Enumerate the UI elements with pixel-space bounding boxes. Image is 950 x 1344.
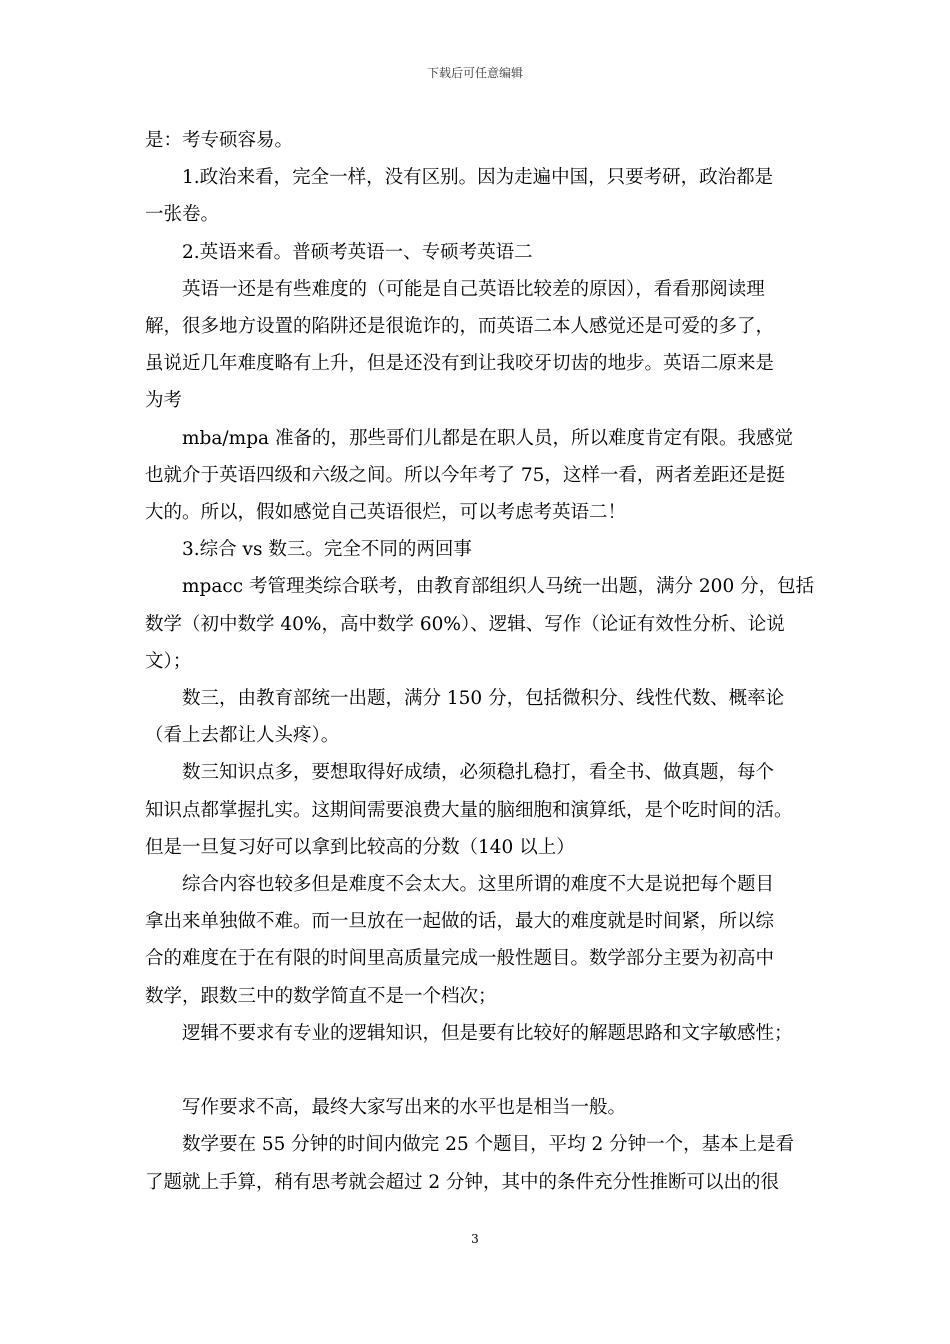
text-line: 了题就上手算，稍有思考就会超过 2 分钟，其中的条件充分性推断可以出的很 <box>145 1171 780 1193</box>
text-line: 合的难度在于在有限的时间里高质量完成一般性题目。数学部分主要为初高中 <box>145 948 775 970</box>
page-number: 3 <box>471 1232 479 1246</box>
text-line: 逻辑不要求有专业的逻辑知识，但是要有比较好的解题思路和文字敏感性； <box>182 1022 793 1044</box>
text-line: 综合内容也较多但是难度不会太大。这里所谓的难度不大是说把每个题目 <box>182 874 775 895</box>
text-line: 数学要在 55 分钟的时间内做完 25 个题目，平均 2 分钟一个，基本上是看 <box>182 1134 795 1156</box>
text-line: 3.综合 vs 数三。完全不同的两回事 <box>182 539 472 561</box>
text-line: （看上去都让人头疼）。 <box>145 725 340 747</box>
text-line: 为考 <box>145 390 183 412</box>
text-line: 虽说近几年难度略有上升，但是还没有到让我咬牙切齿的地步。英语二原来是 <box>145 353 775 375</box>
text-line: 一张卷。 <box>145 204 220 226</box>
text-line: 是：考专硕容易。 <box>145 130 294 151</box>
text-line: 数三，由教育部统一出题，满分 150 分，包括微积分、线性代数、概率论 <box>182 688 785 709</box>
text-line: 文）； <box>145 650 192 672</box>
page-header: 下载后可任意编辑 <box>426 66 523 80</box>
text-line: 大的。所以，假如感觉自己英语很烂，可以考虑考英语二！ <box>145 502 627 523</box>
text-line: 知识点都掌握扎实。这期间需要浪费大量的脑细胞和演算纸，是个吃时间的活。 <box>145 799 793 821</box>
text-line: 解，很多地方设置的陷阱还是很诡诈的，而英语二本人感觉还是可爱的多了， <box>145 316 775 337</box>
text-line: 数学，跟数三中的数学简直不是一个档次； <box>145 985 497 1007</box>
text-line: mba/mpa 准备的，那些哥们儿都是在职人员，所以难度肯定有限。我感觉 <box>182 427 793 449</box>
text-line: 写作要求不高，最终大家写出来的水平也是相当一般。 <box>182 1097 627 1119</box>
text-line: 拿出来单独做不难。而一旦放在一起做的话，最大的难度就是时间紧，所以综 <box>145 911 775 933</box>
text-line: 2.英语来看。普硕考英语一、专硕考英语二 <box>182 241 533 263</box>
text-line: mpacc 考管理类综合联考，由教育部组织人马统一出题，满分 200 分，包括 <box>182 576 815 598</box>
text-line: 也就介于英语四级和六级之间。所以今年考了 75，这样一看，两者差距还是挺 <box>145 464 785 486</box>
text-line: 数三知识点多，要想取得好成绩，必须稳扎稳打，看全书、做真题，每个 <box>182 762 775 784</box>
text-line: 1.政治来看，完全一样，没有区别。因为走遍中国，只要考研，政治都是 <box>182 167 774 189</box>
text-line: 英语一还是有些难度的（可能是自己英语比较差的原因），看看那阅读理 <box>182 278 765 300</box>
text-line: 数学（初中数学 40%，高中数学 60%）、逻辑、写作（论证有效性分析、论说 <box>145 613 785 635</box>
text-line: 但是一旦复习好可以拿到比较高的分数（140 以上） <box>145 836 575 858</box>
